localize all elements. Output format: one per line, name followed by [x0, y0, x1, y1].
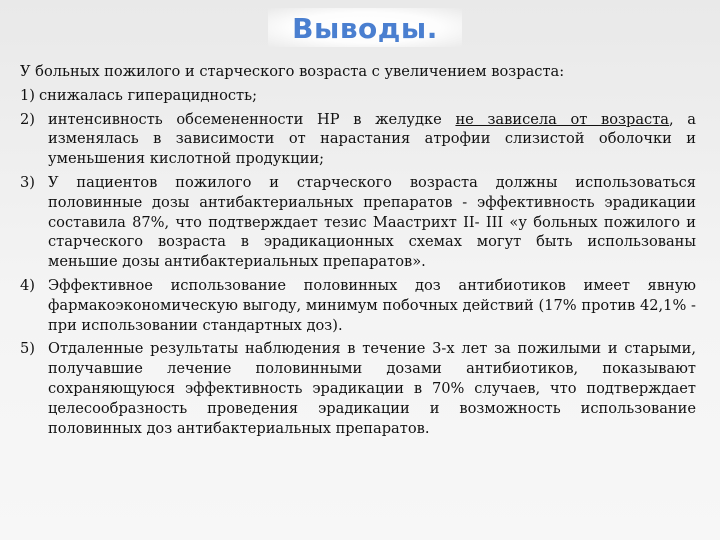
list-item-text: снижалась гиперацидность;: [39, 86, 257, 104]
list-number: 4): [20, 276, 35, 294]
list-item-text: У пациентов пожилого и старческого возраста должны использоваться половинные дозы антибактериальных препаратов - эффективность эрадикации составила 87%, что подтверждает тезис Маастрихт II- III «у больных пожилого и старческого возраста в эрадикационных схемах могут быть использованы меньшие дозы антибактериальных препаратов».: [48, 173, 696, 271]
list-item-text: Отдаленные результаты наблюдения в течение 3-х лет за пожилыми и старыми, получавшие лечение половинными дозами антибиотиков, показывают сохраняющуюся эффективность эрадикации в 70% случаев, что подтверждает целесообразность проведения эрадикации и возможность использование половинных доз антибактериальных препаратов.: [48, 340, 696, 437]
list-number: 5): [20, 340, 35, 358]
list-item-2: [20, 110, 696, 169]
slide-body: [20, 62, 696, 442]
list-number: 1): [20, 86, 35, 104]
list-item-text: [48, 110, 696, 169]
list-item-5: [20, 339, 696, 438]
underlined-text: не зависела от возраста: [455, 110, 669, 128]
list-number: 2): [20, 110, 35, 128]
list-item-text: Эффективное использование половинных доз антибиотиков имеет явную фармакоэкономическую выгоду, минимум побочных действий (17% против 42,1% - при использовании стандартных доз).: [48, 276, 696, 334]
intro-text: У больных пожилого и старческого возраста с увеличением возраста:: [20, 63, 565, 80]
title-area: [0, 0, 720, 52]
list-item-1: [20, 86, 696, 106]
slide-title: Выводы.: [268, 8, 462, 47]
text-segment: , а изменялась в зависимости от нарастания атрофии слизистой оболочки и уменьшения кислотной продукции;: [48, 110, 697, 168]
list-number: 3): [20, 173, 35, 191]
list-item-3: [20, 173, 696, 272]
text-segment: интенсивность обсемененности НР в желудке: [48, 110, 442, 128]
list-item-4: [20, 276, 696, 335]
